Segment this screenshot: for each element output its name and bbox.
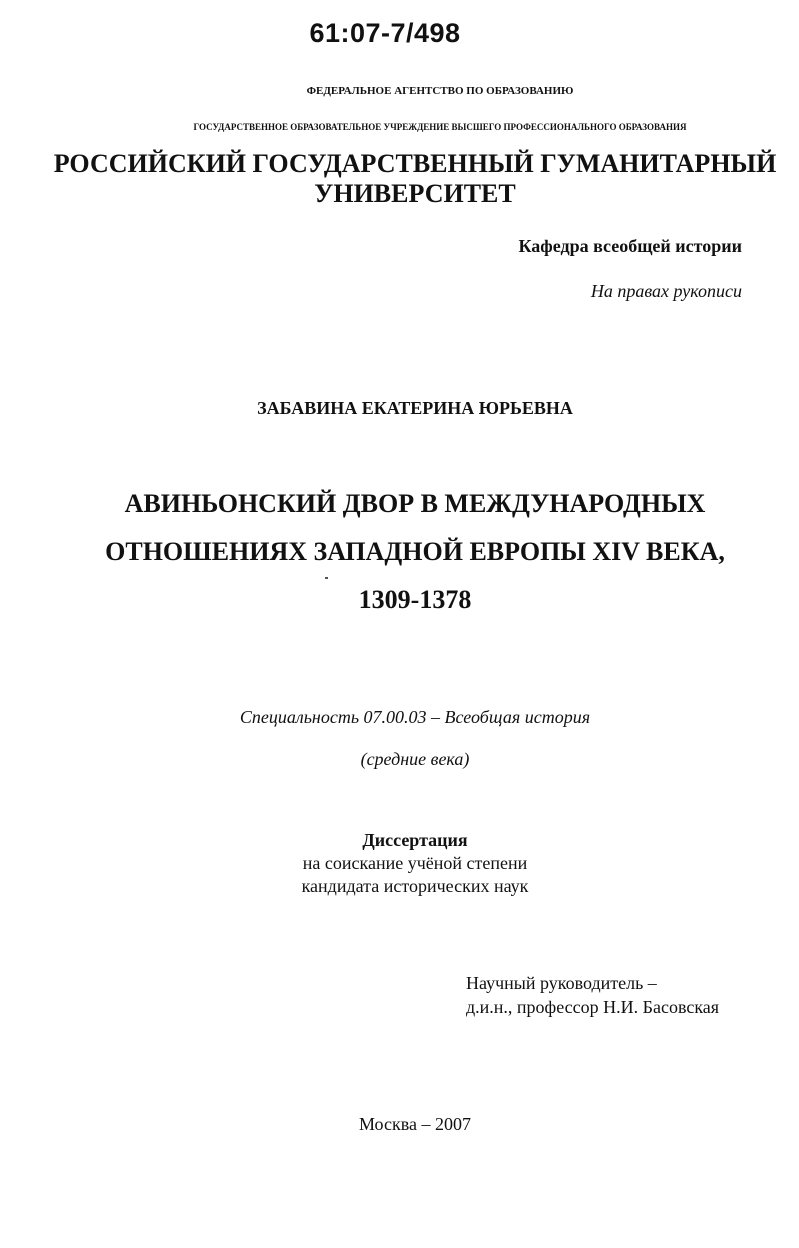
thesis-title-line3: 1309-1378	[358, 585, 472, 614]
dissertation-block	[0, 829, 799, 898]
supervisor-block	[466, 971, 719, 1019]
scan-speck	[325, 577, 328, 579]
city-year: Москва – 2007	[359, 1114, 471, 1134]
thesis-title-line2: ОТНОШЕНИЯХ ЗАПАДНОЙ ЕВРОПЫ XIV ВЕКА,	[105, 537, 725, 566]
dissertation-label: Диссертация	[362, 830, 468, 850]
author-name: ЗАБАВИНА ЕКАТЕРИНА ЮРЬЕВНА	[257, 398, 573, 418]
speciality-line: Специальность 07.00.03 – Всеобщая история	[239, 707, 591, 727]
university-name-line2: УНИВЕРСИТЕТ	[314, 179, 516, 208]
catalog-code: 61:07-7/498	[309, 18, 461, 48]
agency-name: ФЕДЕРАЛЬНОЕ АГЕНТСТВО ПО ОБРАЗОВАНИЮ	[306, 85, 574, 97]
institution-type: ГОСУДАРСТВЕННОЕ ОБРАЗОВАТЕЛЬНОЕ УЧРЕЖДЕНИЕ ВЫСШЕГО ПРОФЕССИОНАЛЬНОГО ОБРАЗОВАНИЯ	[193, 122, 687, 132]
thesis-title	[0, 480, 799, 624]
department-name: Кафедра всеобщей истории	[518, 236, 742, 256]
thesis-title-line1: АВИНЬОНСКИЙ ДВОР В МЕЖДУНАРОДНЫХ	[124, 489, 706, 518]
supervisor-label: Научный руководитель –	[466, 973, 657, 993]
dissertation-degree-line: на соискание учёной степени	[302, 853, 528, 873]
dissertation-field-line: кандидата исторических наук	[301, 876, 529, 896]
university-name-line1: РОССИЙСКИЙ ГОСУДАРСТВЕННЫЙ ГУМАНИТАРНЫЙ	[53, 149, 777, 178]
university-name	[0, 149, 799, 209]
supervisor-name: д.и.н., профессор Н.И. Басовская	[466, 997, 720, 1017]
manuscript-rights-note: На правах рукописи	[590, 281, 742, 301]
speciality-subfield: (средние века)	[360, 749, 470, 769]
